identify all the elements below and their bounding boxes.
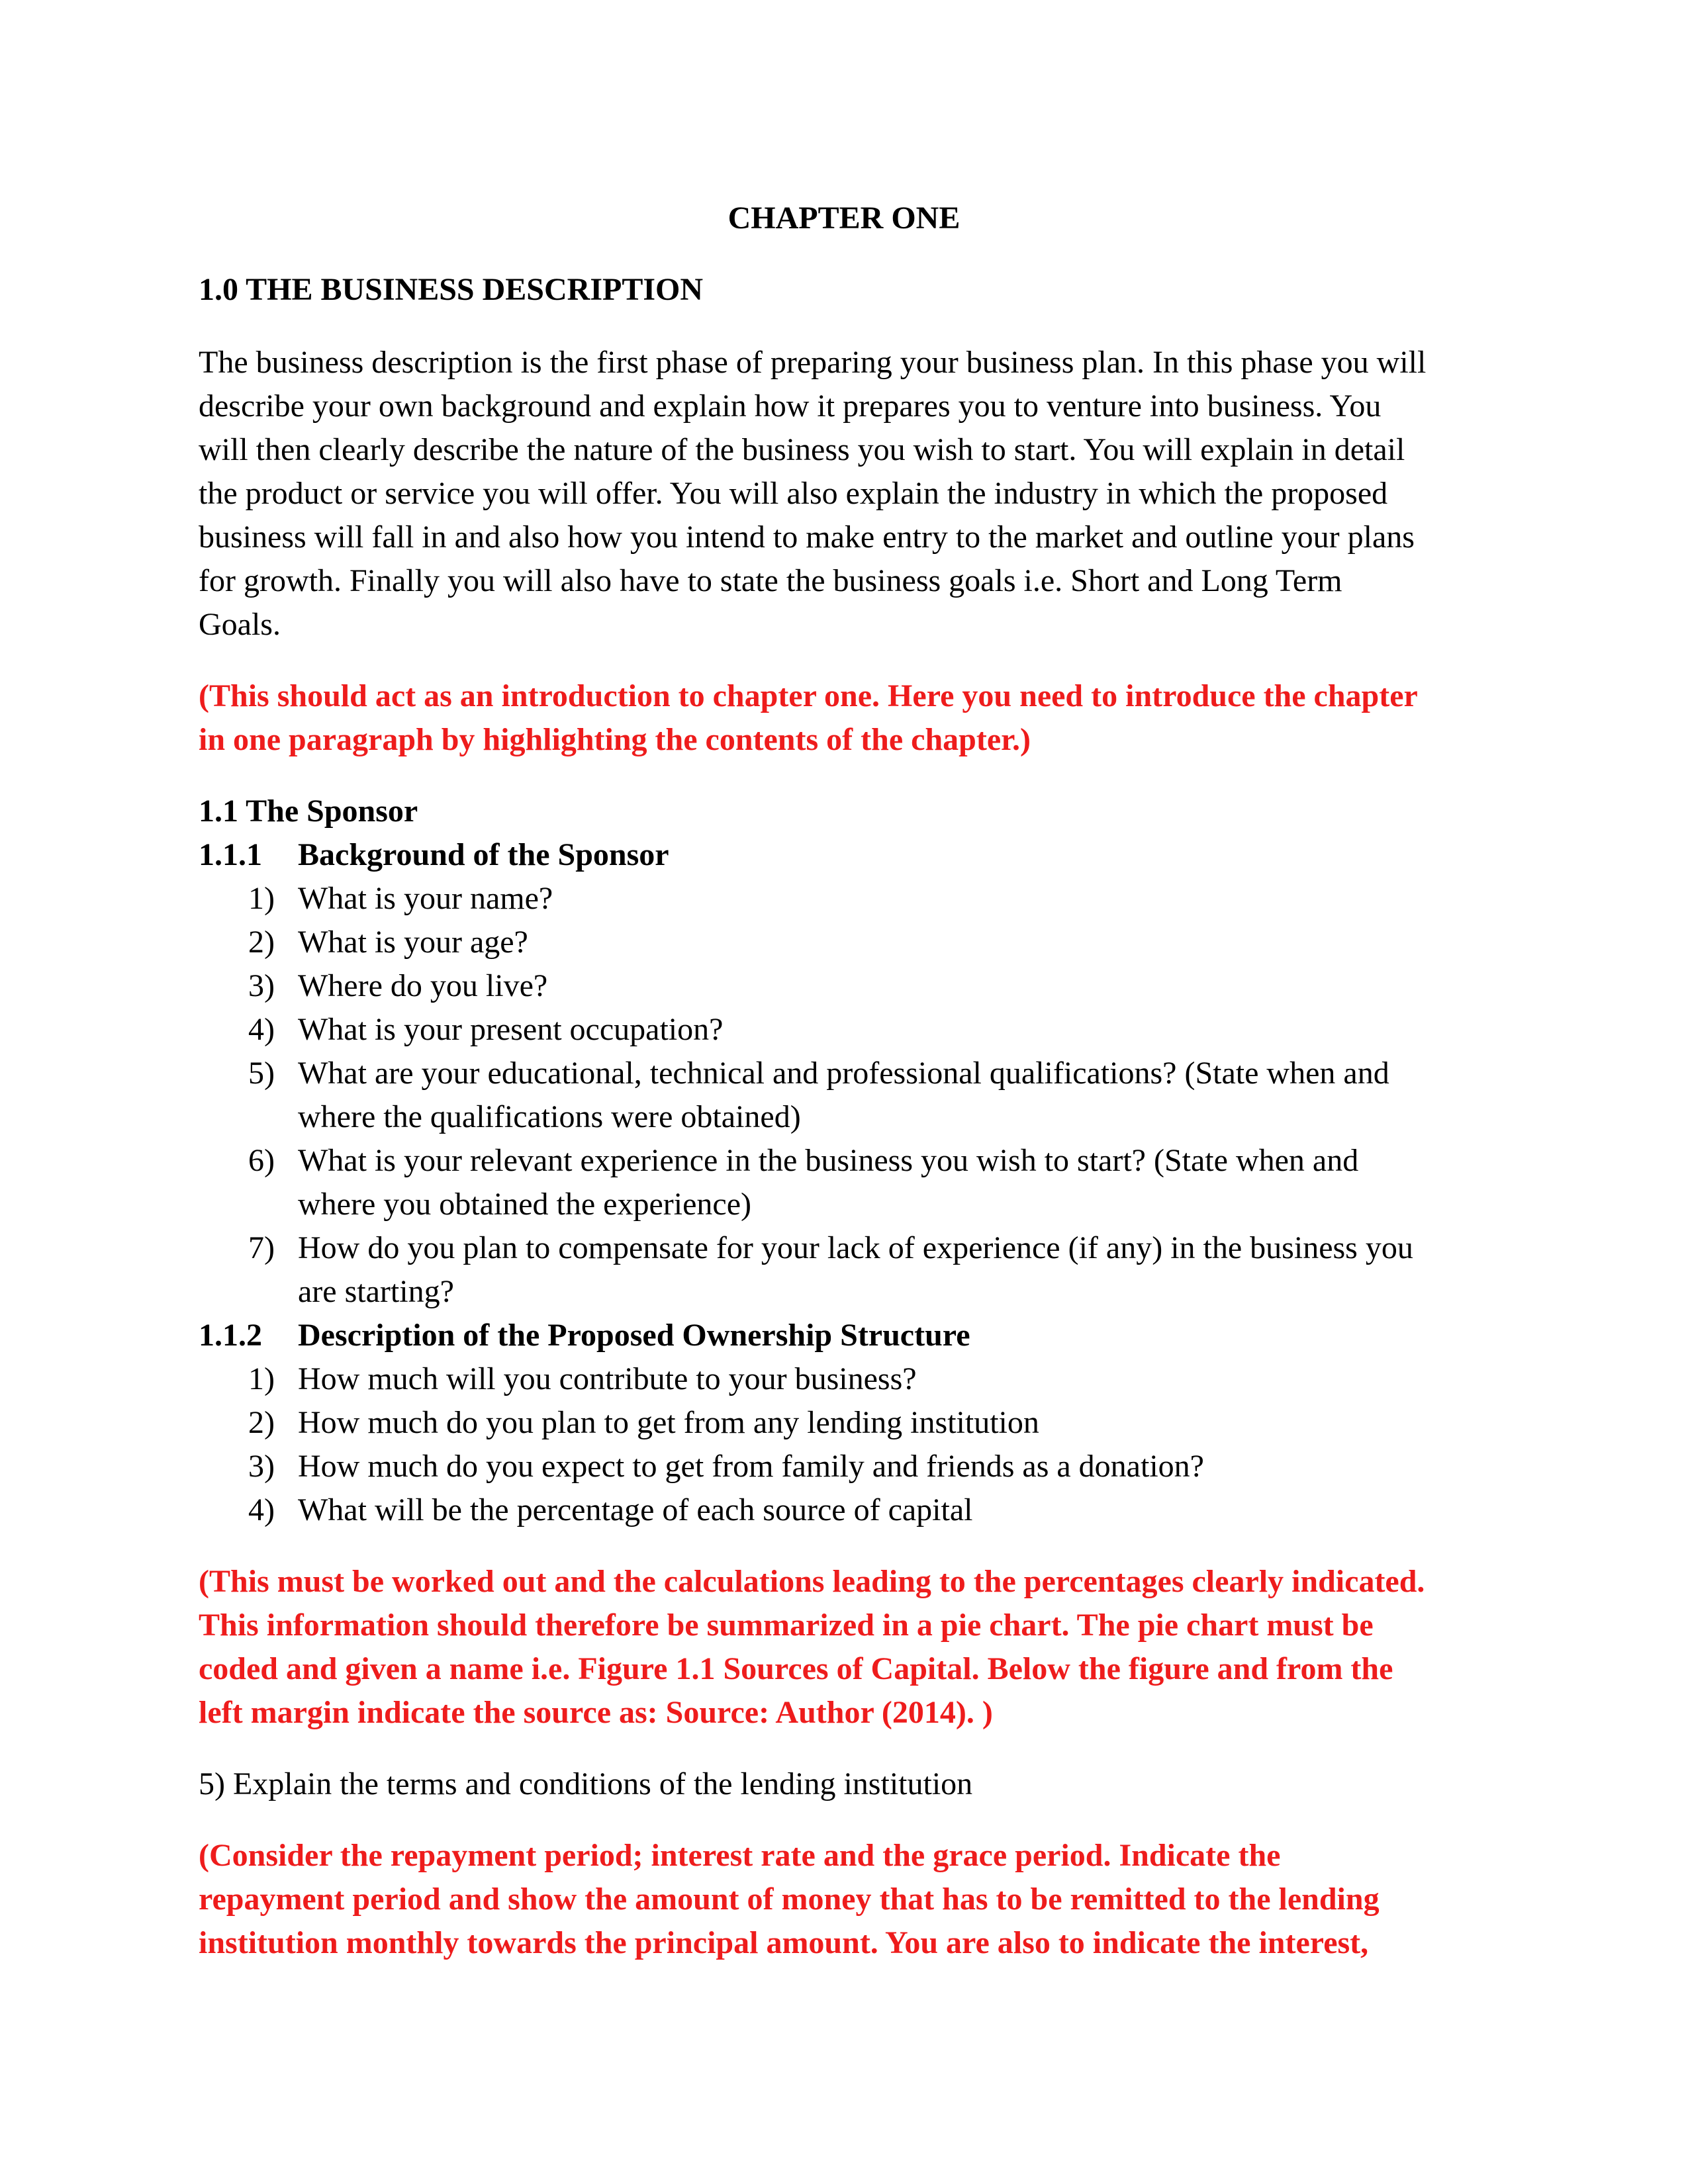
list-number: 1) <box>248 1361 275 1396</box>
note-line: left margin indicate the source as: Source: Author (2014). ) <box>199 1695 993 1730</box>
list-number: 3) <box>248 1449 275 1484</box>
list-item: How do you plan to compensate for your lack of experience (if any) in the business you <box>298 1230 1413 1265</box>
list-number: 7) <box>248 1230 275 1265</box>
list-number: 4) <box>248 1492 275 1527</box>
list-number: 1) <box>248 881 275 916</box>
intro-line: The business description is the first phase of preparing your business plan. In this phase you will <box>199 345 1427 380</box>
list-item-continuation: are starting? <box>298 1274 454 1309</box>
note-line: This information should therefore be summarized in a pie chart. The pie chart must be <box>199 1608 1374 1643</box>
list-number: 3) <box>248 968 275 1003</box>
sponsor-heading: 1.1 The Sponsor <box>199 794 418 829</box>
list-item: What will be the percentage of each source of capital <box>298 1492 973 1527</box>
list-item: What are your educational, technical and professional qualifications? (State when and <box>298 1056 1389 1091</box>
list-number: 5) <box>248 1056 275 1091</box>
list-item-continuation: where you obtained the experience) <box>298 1187 752 1222</box>
list-item: What is your age? <box>298 925 528 960</box>
subsection-number: 1.1.2 <box>199 1318 262 1353</box>
intro-line: the product or service you will offer. You will also explain the industry in which the proposed <box>199 476 1388 511</box>
intro-line: business will fall in and also how you intend to make entry to the market and outline your plans <box>199 520 1415 555</box>
list-item: How much do you expect to get from family and friends as a donation? <box>298 1449 1204 1484</box>
list-item: Where do you live? <box>298 968 548 1003</box>
list-item: What is your relevant experience in the business you wish to start? (State when and <box>298 1143 1359 1178</box>
section-heading: 1.0 THE BUSINESS DESCRIPTION <box>199 272 704 307</box>
note-line: coded and given a name i.e. Figure 1.1 Sources of Capital. Below the figure and from the <box>199 1651 1393 1686</box>
list-number: 2) <box>248 1405 275 1440</box>
intro-line: describe your own background and explain how it prepares you to venture into business. You <box>199 388 1382 424</box>
note-line: (This should act as an introduction to chapter one. Here you need to introduce the chapter <box>199 678 1418 713</box>
lending-terms-item: 5) Explain the terms and conditions of the lending institution <box>199 1766 973 1801</box>
subsection-title: Background of the Sponsor <box>298 837 669 872</box>
note-line: institution monthly towards the principal amount. You are also to indicate the interest, <box>199 1925 1369 1960</box>
list-item-continuation: where the qualifications were obtained) <box>298 1099 801 1134</box>
list-item: What is your present occupation? <box>298 1012 724 1047</box>
list-item: What is your name? <box>298 881 553 916</box>
list-item: How much do you plan to get from any lending institution <box>298 1405 1039 1440</box>
note-line: (Consider the repayment period; interest rate and the grace period. Indicate the <box>199 1838 1281 1873</box>
list-number: 4) <box>248 1012 275 1047</box>
intro-line: will then clearly describe the nature of the business you wish to start. You will explain in detail <box>199 432 1405 467</box>
note-line: in one paragraph by highlighting the contents of the chapter.) <box>199 722 1031 757</box>
chapter-title: CHAPTER ONE <box>727 201 961 236</box>
subsection-title: Description of the Proposed Ownership Structure <box>298 1318 970 1353</box>
list-number: 2) <box>248 925 275 960</box>
subsection-number: 1.1.1 <box>199 837 262 872</box>
note-line: repayment period and show the amount of money that has to be remitted to the lending <box>199 1882 1380 1917</box>
list-number: 6) <box>248 1143 275 1178</box>
intro-line: Goals. <box>199 607 281 642</box>
intro-line: for growth. Finally you will also have to state the business goals i.e. Short and Long Term <box>199 563 1342 598</box>
list-item: How much will you contribute to your business? <box>298 1361 917 1396</box>
note-line: (This must be worked out and the calculations leading to the percentages clearly indicated. <box>199 1564 1425 1599</box>
